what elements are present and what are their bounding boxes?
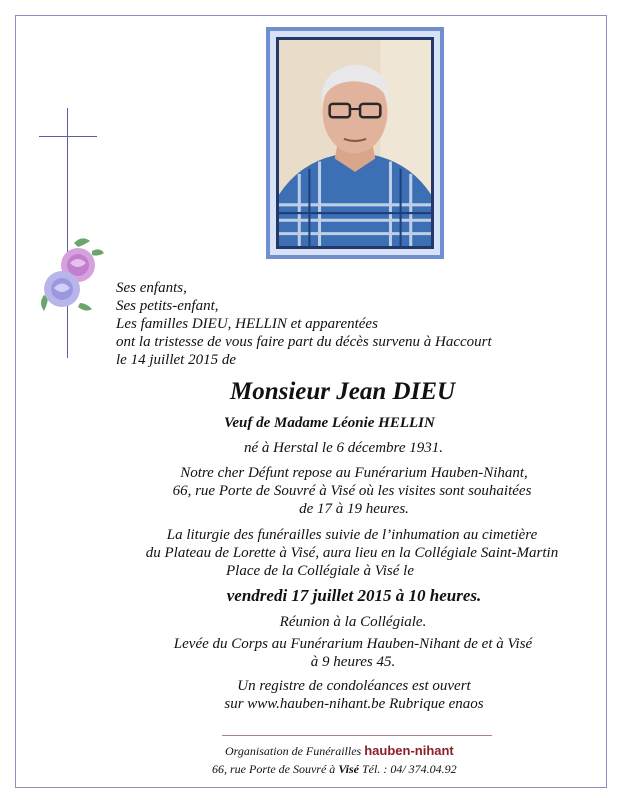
visitation-line: Notre cher Défunt repose au Funérarium Hauben-Nihant, <box>180 465 528 481</box>
visitation-line: de 17 à 19 heures. <box>299 501 409 517</box>
family-line: Ses petits-enfant, <box>116 298 219 314</box>
footer-address <box>212 762 457 777</box>
footer-phone: Tél. : 04/ 374.04.92 <box>361 762 457 776</box>
footer-address-prefix: 66, rue Porte de Souvré à <box>212 762 336 776</box>
footer-city: Visé <box>338 762 359 776</box>
birth-line: né à Herstal le 6 décembre 1931. <box>244 440 443 456</box>
portrait-photo <box>279 40 431 246</box>
condolence-link[interactable]: sur www.hauben-nihant.be Rubrique enaos <box>224 696 484 712</box>
liturgy-line: La liturgie des funérailles suivie de l’inhumation au cimetière <box>166 527 538 543</box>
footer-org <box>225 743 454 759</box>
cross-icon-bar <box>39 136 97 137</box>
levee-line: à 9 heures 45. <box>310 654 396 670</box>
family-line: Les familles DIEU, HELLIN et apparentées <box>116 316 378 332</box>
brand-logo: hauben-nihant <box>364 743 454 758</box>
funeral-date: vendredi 17 juillet 2015 à 10 heures. <box>226 586 482 605</box>
liturgy-line: du Plateau de Lorette à Visé, aura lieu en la Collégiale Saint-Martin <box>145 545 559 561</box>
roses-icon <box>34 233 106 317</box>
footer-rule <box>222 735 492 736</box>
meeting-line: Réunion à la Collégiale. <box>279 614 427 630</box>
visitation-line: 66, rue Porte de Souvré à Visé où les visites sont souhaitées <box>172 483 532 499</box>
portrait-frame <box>266 27 444 259</box>
family-line: Ses enfants, <box>116 280 187 296</box>
condolence-line: Un registre de condoléances est ouvert <box>237 678 471 694</box>
footer-org-label: Organisation de Funérailles <box>225 744 362 758</box>
liturgy-line: Place de la Collégiale à Visé le <box>226 563 414 579</box>
deceased-name: Monsieur Jean DIEU <box>230 378 456 405</box>
spouse-line: Veuf de Madame Léonie HELLIN <box>224 415 435 431</box>
levee-line: Levée du Corps au Funérarium Hauben-Nihant de et à Visé <box>173 636 533 652</box>
family-line: ont la tristesse de vous faire part du décès survenu à Haccourt <box>116 334 492 350</box>
family-line: le 14 juillet 2015 de <box>116 352 236 368</box>
